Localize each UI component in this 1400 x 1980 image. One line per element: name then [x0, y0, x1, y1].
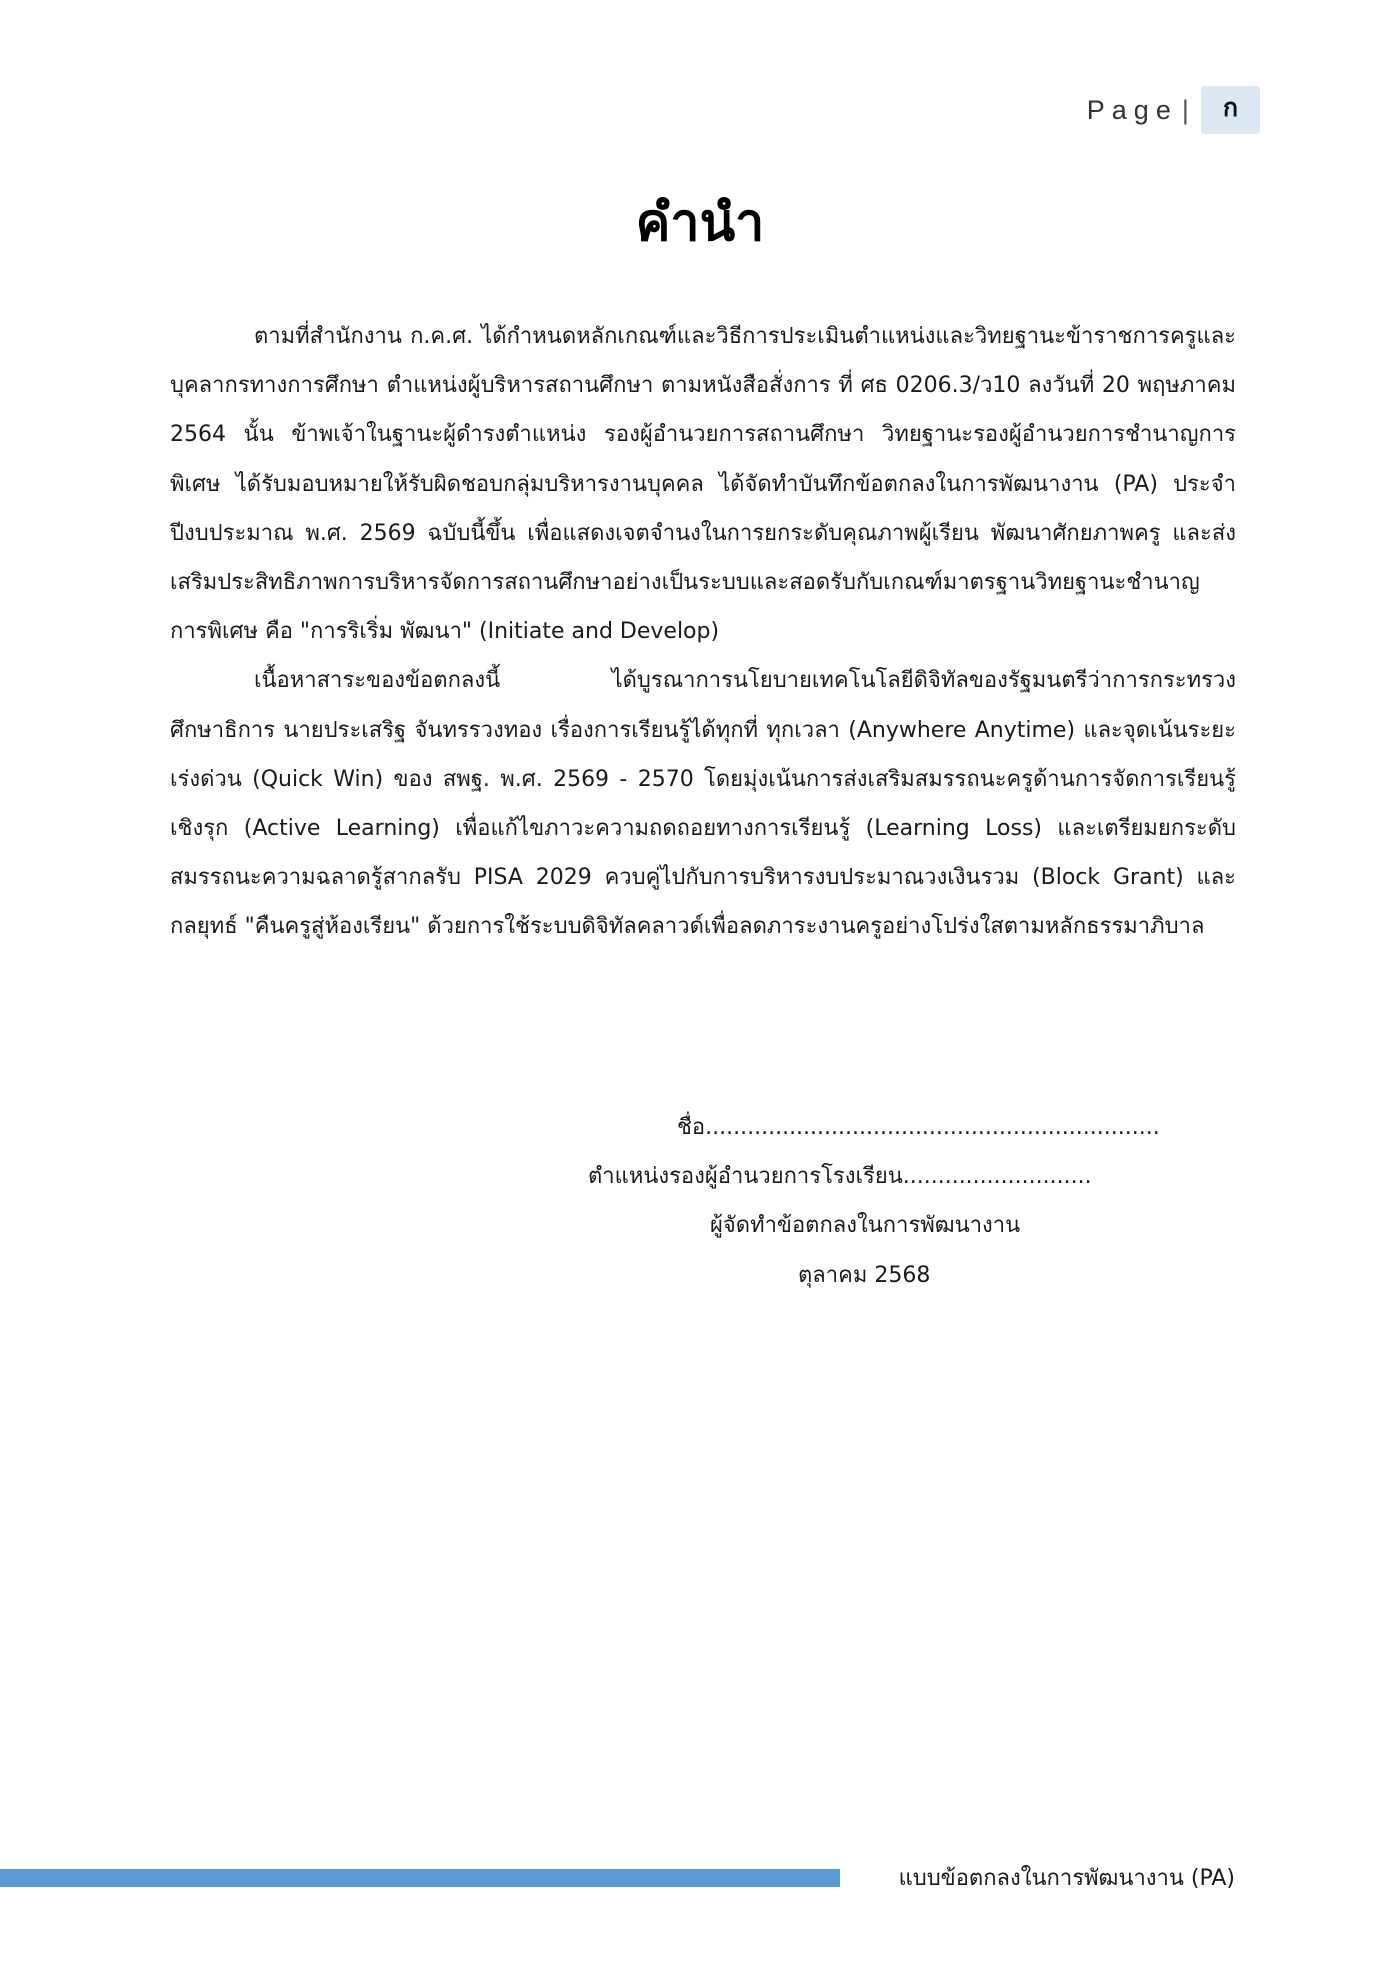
- document-title: คำนำ: [635, 193, 765, 253]
- footer-accent-bar: [0, 1869, 840, 1887]
- signature-block: [560, 1103, 1160, 1300]
- signature-position-line: ตำแหน่งรองผู้อำนวยการโรงเรียน...........................: [588, 1164, 1092, 1190]
- paragraph-1: ตามที่สำนักงาน ก.ค.ศ. ได้กำหนดหลักเกณฑ์และวิธีการประเมินตำแหน่งและวิทยฐานะข้าราชการครูและบุคลากรทางการศึกษา ตำแหน่งผู้บริหารสถานศึกษา ตามหนังสือสั่งการ ที่ ศธ 0206.3/ว10 ลงวันที่ 20 พฤษภาคม 2564 นั้น ข้าพเจ้าในฐานะผู้ดำรงตำแหน่ง รองผู้อำนวยการสถานศึกษา วิทยฐานะรองผู้อำนวยการชำนาญการพิเศษ ได้รับมอบหมายให้รับผิดชอบกลุ่มบริหารงานบุคคล ได้จัดทำบันทึกข้อตกลงในการพัฒนางาน (PA) ประจำปีงบประมาณ พ.ศ. 2569 ฉบับนี้ขึ้น เพื่อแสดงเจตจำนงในการยกระดับคุณภาพผู้เรียน พัฒนาศักยภาพครู และส่งเสริมประสิทธิภาพการบริหารจัดการสถานศึกษาอย่างเป็นระบบและสอดรับกับเกณฑ์มาตรฐานวิทยฐานะชำนาญการพิเศษ คือ "การริเริ่ม พัฒนา" (Initiate and Develop): [170, 324, 1236, 645]
- signature-name-line: ชื่อ.................................................................: [677, 1115, 1160, 1140]
- foreword-body: [170, 312, 1236, 952]
- signature-date-line: ตุลาคม 2568: [798, 1262, 931, 1288]
- page-header: [1087, 86, 1260, 134]
- page-number-badge: ก: [1201, 86, 1260, 134]
- paragraph-2: เนื้อหาสาระของข้อตกลงนี้ ได้บูรณาการนโยบายเทคโนโลยีดิจิทัลของรัฐมนตรีว่าการกระทรวงศึกษาธิการ นายประเสริฐ จันทรรวงทอง เรื่องการเรียนรู้ได้ทุกที่ ทุกเวลา (Anywhere Anytime) และจุดเน้นระยะเร่งด่วน (Quick Win) ของ สพฐ. พ.ศ. 2569 - 2570 โดยมุ่งเน้นการส่งเสริมสมรรถนะครูด้านการจัดการเรียนรู้เชิงรุก (Active Learning) เพื่อแก้ไขภาวะความถดถอยทางการเรียนรู้ (Learning Loss) และเตรียมยกระดับสมรรถนะความฉลาดรู้สากลรับ PISA 2029 ควบคู่ไปกับการบริหารงบประมาณวงเงินรวม (Block Grant) และกลยุทธ์ "คืนครูสู่ห้องเรียน" ด้วยการใช้ระบบดิจิทัลคลาวด์เพื่อลดภาระงานครูอย่างโปร่งใสตามหลักธรรมาภิบาล: [170, 668, 1236, 940]
- footer-text: แบบข้อตกลงในการพัฒนางาน (PA): [898, 1866, 1235, 1891]
- page-label: Page: [1086, 94, 1178, 125]
- page-separator: |: [1181, 94, 1189, 125]
- signature-role-line: ผู้จัดทำข้อตกลงในการพัฒนางาน: [710, 1213, 1021, 1239]
